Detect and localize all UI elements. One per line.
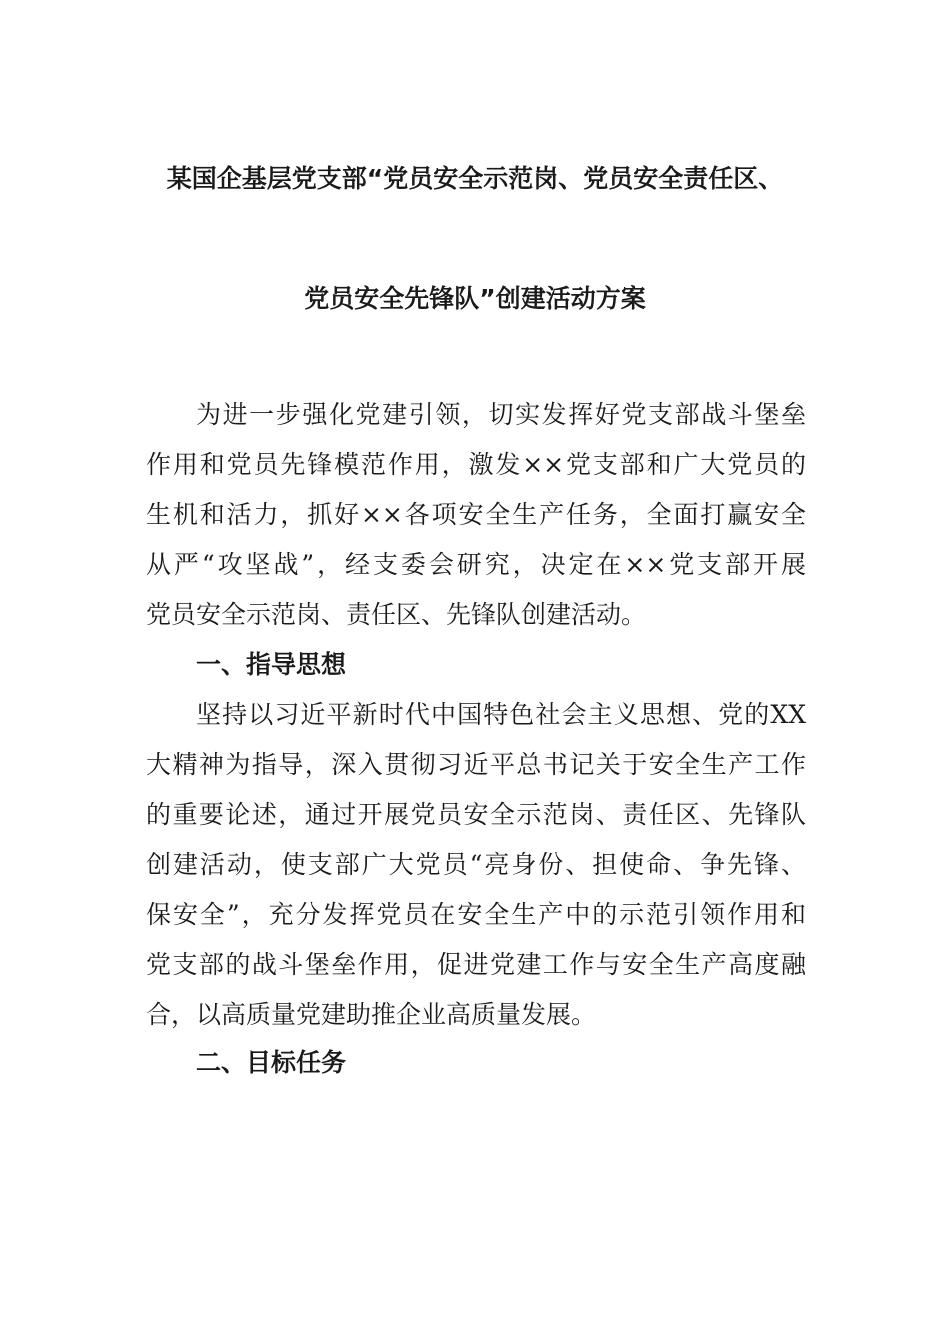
section1-line-4: 创建活动，使支部广大党员“亮身份、担使命、争先锋、 <box>146 850 806 879</box>
document-title-line-2: 党员安全先锋队”创建活动方案 <box>304 284 646 313</box>
intro-line-3: 生机和活力，抓好××各项安全生产任务，全面打赢安全 <box>146 500 806 529</box>
section1-line-2: 大精神为指导，深入贯彻习近平总书记关于安全生产工作 <box>146 750 806 779</box>
intro-line-5: 党员安全示范岗、责任区、先锋队创建活动。 <box>146 600 647 629</box>
intro-line-4: 从严“攻坚战”，经支委会研究，决定在××党支部开展 <box>146 550 806 579</box>
document-title-line-1: 某国企基层党支部“党员安全示范岗、党员安全责任区、 <box>166 164 784 193</box>
intro-line-2: 作用和党员先锋模范作用，激发××党支部和广大党员的 <box>146 450 806 479</box>
section-heading-guiding-ideology: 一、指导思想 <box>196 650 347 679</box>
section-heading-goals-tasks: 二、目标任务 <box>196 1048 347 1077</box>
intro-line-1: 为进一步强化党建引领，切实发挥好党支部战斗堡垒 <box>196 400 806 429</box>
section1-line-6: 党支部的战斗堡垒作用，促进党建工作与安全生产高度融 <box>146 950 806 979</box>
section1-line-3: 的重要论述，通过开展党员安全示范岗、责任区、先锋队 <box>146 800 806 829</box>
section1-line-5: 保安全”，充分发挥党员在安全生产中的示范引领作用和 <box>146 900 806 929</box>
section1-line-1: 坚持以习近平新时代中国特色社会主义思想、党的XX <box>196 700 806 729</box>
section1-line-7: 合，以高质量党建助推企业高质量发展。 <box>146 1000 597 1029</box>
